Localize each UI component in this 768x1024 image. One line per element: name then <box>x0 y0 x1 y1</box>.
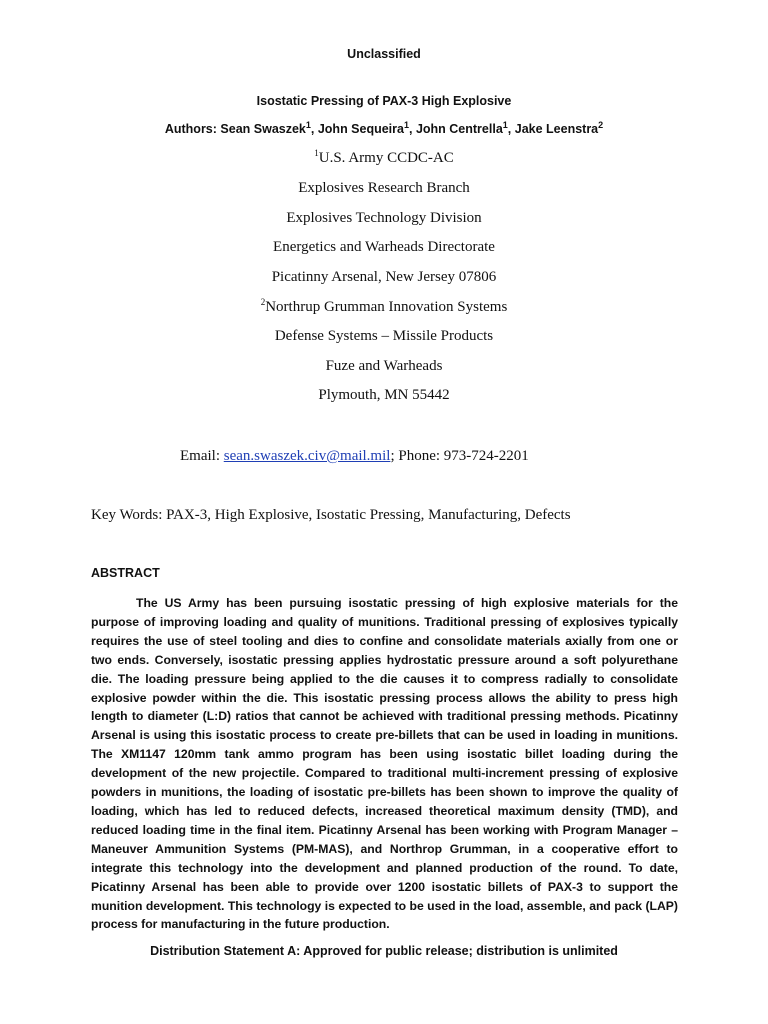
abstract-body: The US Army has been pursuing isostatic pressing of high explosive materials for the purpose of improving loading and quality of munitions. Traditional pressing of explosives typically requires the use of steel tooling and dies to confine and consolidate materials axially from one or two ends. Conversely, isostatic pressing applies hydrostatic pressure around a soft polyurethane die. The loading pressure being applied to the die causes it to compress radially to consolidate explosive powder within the die. This isostatic pressing process allows the ability to press high length to diameter (L:D) ratios that cannot be achieved with traditional pressing methods. Picatinny Arsenal is using this isostatic process to create pre-billets that can be used in loading in munitions. The XM1147 120mm tank ammo program has been using isostatic billet loading during the development of the new projectile. Compared to traditional multi-increment pressing of explosive powders in munitions, the loading of isostatic pre-billets has been shown to improve the quality of loading, which has led to reduced defects, increased theoretical maximum density (TMD), and reduced loading time in the final item. Picatinny Arsenal has been working with Program Manager – Maneuver Ammunition Systems (PM-MAS), and Northrop Grumman, in a cooperative effort to integrate this technology into the development and planned production of the round. To date, Picatinny Arsenal has been able to provide over 1200 isostatic billets of PAX-3 to support the munition development. This technology is expected to be used in the load, assemble, and pack (LAP) process for manufacturing in the future production. <box>91 596 678 932</box>
affiliation-mark: 2 <box>260 297 266 307</box>
email-link[interactable]: sean.swaszek.civ@mail.mil <box>223 448 391 464</box>
affiliation-line: Plymouth, MN 55442 <box>318 387 450 403</box>
distribution-statement: Distribution Statement A: Approved for public release; distribution is unlimited <box>150 944 618 958</box>
phone-number: 973-724-2201 <box>443 448 529 464</box>
affiliation-mark: 1 <box>314 148 319 158</box>
author-affiliation-mark: 1 <box>403 119 409 130</box>
affiliation-line: Picatinny Arsenal, New Jersey 07806 <box>271 269 497 285</box>
affiliation-line: Fuze and Warheads <box>325 358 443 374</box>
author-name: Sean Swaszek <box>220 122 306 136</box>
affiliation-line: $^1$U.S. Army CCDC-AC <box>314 148 454 166</box>
affiliation-line: $^2$Northrup Grumman Innovation Systems <box>260 297 508 315</box>
author-affiliation-mark: 2 <box>598 119 604 130</box>
email-label: Email: <box>180 448 224 464</box>
author-name: John Sequeira <box>317 122 404 136</box>
author-affiliation-mark: 1 <box>502 119 508 130</box>
affiliation-line: Explosives Technology Division <box>286 210 482 226</box>
keywords-line: Key Words: PAX-3, High Explosive, Isostatic Pressing, Manufacturing, Defects <box>91 507 571 523</box>
affiliation-line: Explosives Research Branch <box>298 180 470 196</box>
paper-title: Isostatic Pressing of PAX-3 High Explosive <box>256 94 512 108</box>
phone-label: ; Phone: <box>390 448 444 464</box>
affiliation-line: Defense Systems – Missile Products <box>274 328 494 344</box>
authors-prefix: Authors: <box>164 122 221 136</box>
author-name: John Centrella <box>415 122 503 136</box>
author-list: Authors: Sean Swaszek$^1$, John Sequeira$^1$, John Centrella$^1$, Jake Leenstra$^2$ <box>164 119 604 136</box>
author-affiliation-mark: 1 <box>305 119 311 130</box>
affiliation-line: Energetics and Warheads Directorate <box>273 239 495 255</box>
contact-line <box>180 448 529 465</box>
classification-marking: Unclassified <box>347 47 421 61</box>
author-name: Jake Leenstra <box>514 122 599 136</box>
abstract-heading: ABSTRACT <box>91 566 160 580</box>
